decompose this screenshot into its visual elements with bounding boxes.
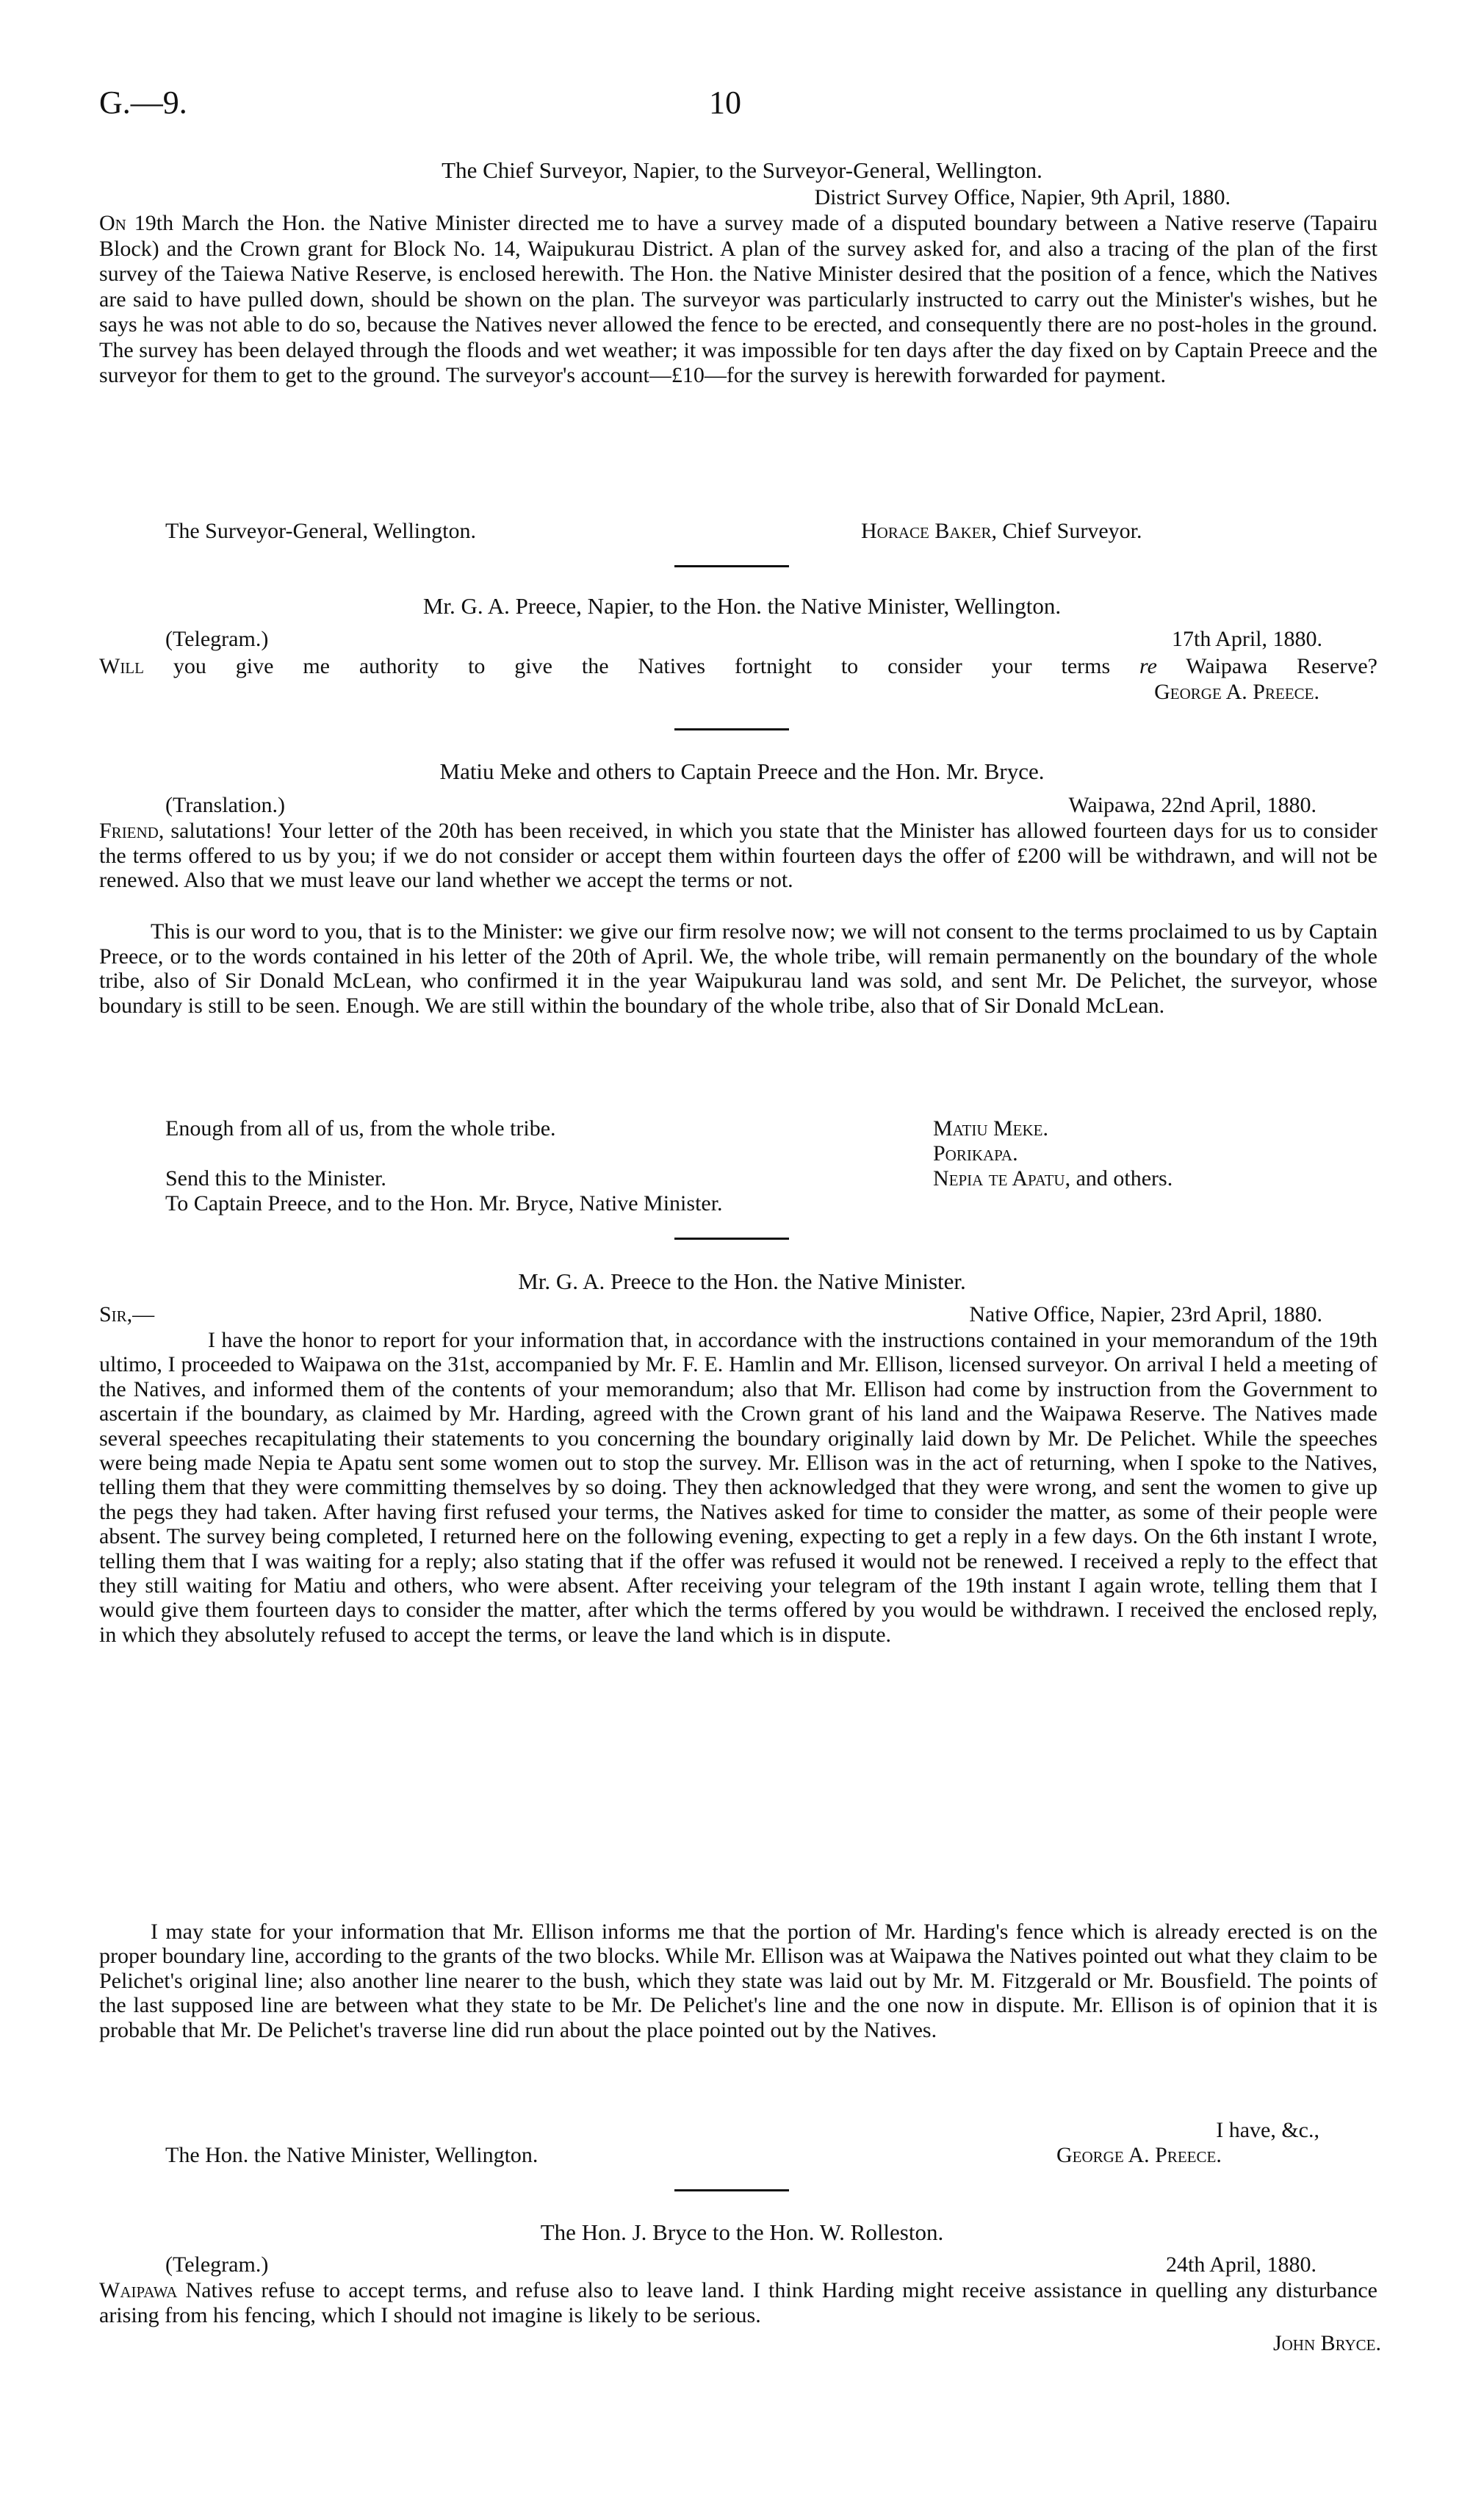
addressee: The Hon. the Native Minister, Wellington. — [165, 2143, 539, 2167]
page-number: 10 — [709, 85, 741, 121]
letter-body: Will you give me authority to give the Natives fortnight to consider your terms re Waipawa Reserve? — [99, 654, 1377, 678]
section-divider — [674, 1238, 789, 1240]
section-divider — [674, 2189, 789, 2191]
letter-title: Mr. G. A. Preece, Napier, to the Hon. the Native Minister, Wellington. — [422, 593, 1062, 619]
dateline: Native Office, Napier, 23rd April, 1880. — [969, 1302, 1322, 1326]
letter-title: Matiu Meke and others to Captain Preece and the Hon. Mr. Bryce. — [439, 758, 1045, 784]
document-reference: G.—9. — [99, 85, 187, 121]
lead-word: On — [99, 211, 126, 235]
letter-title: The Hon. J. Bryce to the Hon. W. Rolleston. — [540, 2219, 944, 2245]
letter-body: Waipawa Natives refuse to accept terms, and refuse also to leave land. I think Harding might receive assistance in quelling any disturbance arising from his fencing, which I should not imagine is likely to be serious. — [99, 2278, 1377, 2327]
closing: Enough from all of us, from the whole tribe. — [165, 1116, 556, 1141]
document-note: (Telegram.) — [165, 2252, 269, 2277]
signature: George A. Preece. — [1154, 680, 1319, 704]
signatory: Porikapa. — [933, 1141, 1018, 1166]
signatory: Matiu Meke. — [933, 1116, 1048, 1141]
dateline: District Survey Office, Napier, 9th April, 1880. — [814, 185, 1231, 209]
letter-body: I may state for your information that Mr. Ellison informs me that the portion of Mr. Harding's fence which is already erected is on the proper boundary line, according to the grants of the two blocks. While Mr. Ellison was at Waipawa the Natives pointed out what they claim to be Pelichet's original line; also another line nearer to the bush, which they state was laid out by Mr. M. Fitzgerald or Mr. Bousfield. The points of the last supposed line are between what they state to be Mr. De Pelichet's line and the one now in dispute. Mr. Ellison is of opinion that it is probable that Mr. De Pelichet's traverse line did run about the place pointed out by the Natives. — [99, 1920, 1377, 2042]
letter-body: I have the honor to report for your information that, in accordance with the instructions contained in your memorandum of the 19th ultimo, I proceeded to Waipawa on the 31st, accompanied by Mr. F. E. Hamlin and Mr. Ellison, licensed surveyor. On arrival I held a meeting of the Natives, and informed them of the contents of your memorandum; also that Mr. Ellison had come by instruction from the Government to ascertain if the boundary, as claimed by Mr. Harding, agreed with the Crown grant of his land and the Waipawa Reserve. The Natives made several speeches recapitulating their statements to you concerning the boundary originally laid down by Mr. De Pelichet. While the speeches were being made Nepia te Apatu sent some women out to stop the survey. Mr. Ellison was in the act of returning, when I spoke to the Natives, telling them that they were committing themselves by so doing. They then acknowledged that they were wrong, and sent the women to give up the pegs they had taken. After having first refused your terms, the Natives asked for time to consider the matter, as some of their people were absent. The survey being completed, I returned here on the following evening, expecting to get a reply in a few days. On the 6th instant I wrote, telling them that I was waiting for a reply; also stating that if the offer was refused it would not be renewed. I received a reply to the effect that they still waiting for Matiu and others, who were absent. After receiving your telegram of the 19th instant I again wrote, telling them that I would give them fourteen days to consider the matter, after which the terms offered by you would be withdrawn. I received the enclosed reply, in which they absolutely refused to accept the terms, or leave the land which is in dispute. — [99, 1328, 1377, 1647]
date: 24th April, 1880. — [1165, 2252, 1316, 2277]
document-note: (Telegram.) — [165, 627, 269, 651]
section-divider — [674, 728, 789, 730]
signature: John Bryce. — [1272, 2331, 1381, 2355]
letter-body: On 19th March the Hon. the Native Minister directed me to have a survey made of a disputed boundary between a Native reserve (Tapairu Block) and the Crown grant for Block No. 14, Waipukurau District. A plan of the survey asked for, and also a tracing of the plan of the first survey of the Taiewa Native Reserve, is enclosed herewith. The Hon. the Native Minister desired that the position of a fence, which the Natives are said to have pulled down, should be shown on the plan. The surveyor was particularly instructed to carry out the Minister's wishes, but he says he was not able to do so, because the Natives never allowed the fence to be erected, and consequently there are no post-holes in the ground. The survey has been delayed through the floods and wet weather; it was impossible for ten days after the day fixed on by Captain Preece and the surveyor for them to get to the ground. The surveyor's account—£10—for the survey is herewith forwarded for payment. — [99, 211, 1377, 387]
letter-title: The Chief Surveyor, Napier, to the Surveyor-General, Wellington. — [442, 157, 1042, 183]
letter-title: Mr. G. A. Preece to the Hon. the Native Minister. — [518, 1268, 966, 1294]
signature: George A. Preece. — [1056, 2143, 1222, 2167]
document-note: (Translation.) — [165, 793, 286, 817]
address-line: To Captain Preece, and to the Hon. Mr. Bryce, Native Minister. — [165, 1191, 723, 1216]
letter-body: This is our word to you, that is to the Minister: we give our firm resolve now; we will not consent to the terms proclaimed to us by Captain Preece, or to the words contained in his letter of the 20th of April. We, the whole tribe, will remain permanently on the boundary of the whole tribe, also of Sir Donald McLean, who confirmed it in the year Waipukurau land was sold, and sent Mr. De Pelichet, the surveyor, whose boundary is still to be seen. Enough. We are still within the boundary of the whole tribe, also that of Sir Donald McLean. — [99, 919, 1377, 1018]
letter-body: Friend, salutations! Your letter of the 20th has been received, in which you state that the Minister has allowed fourteen days for us to consider the terms offered to us by you; if we do not consider or accept them within fourteen days the offer of £200 will be withdrawn, and will not be renewed. Also that we must leave our land whether we accept the terms or not. — [99, 819, 1377, 892]
date: 17th April, 1880. — [1171, 627, 1322, 651]
signatory: Nepia te Apatu, and others. — [933, 1166, 1173, 1191]
closing: I have, &c., — [1216, 2118, 1319, 2142]
addressee: The Surveyor-General, Wellington. — [165, 519, 476, 543]
salutation: Sir,— — [99, 1302, 155, 1326]
date: Waipawa, 22nd April, 1880. — [1068, 793, 1316, 817]
section-divider — [674, 565, 789, 567]
send-line: Send this to the Minister. — [165, 1166, 386, 1191]
signature: Horace Baker, Chief Surveyor. — [861, 519, 1142, 543]
